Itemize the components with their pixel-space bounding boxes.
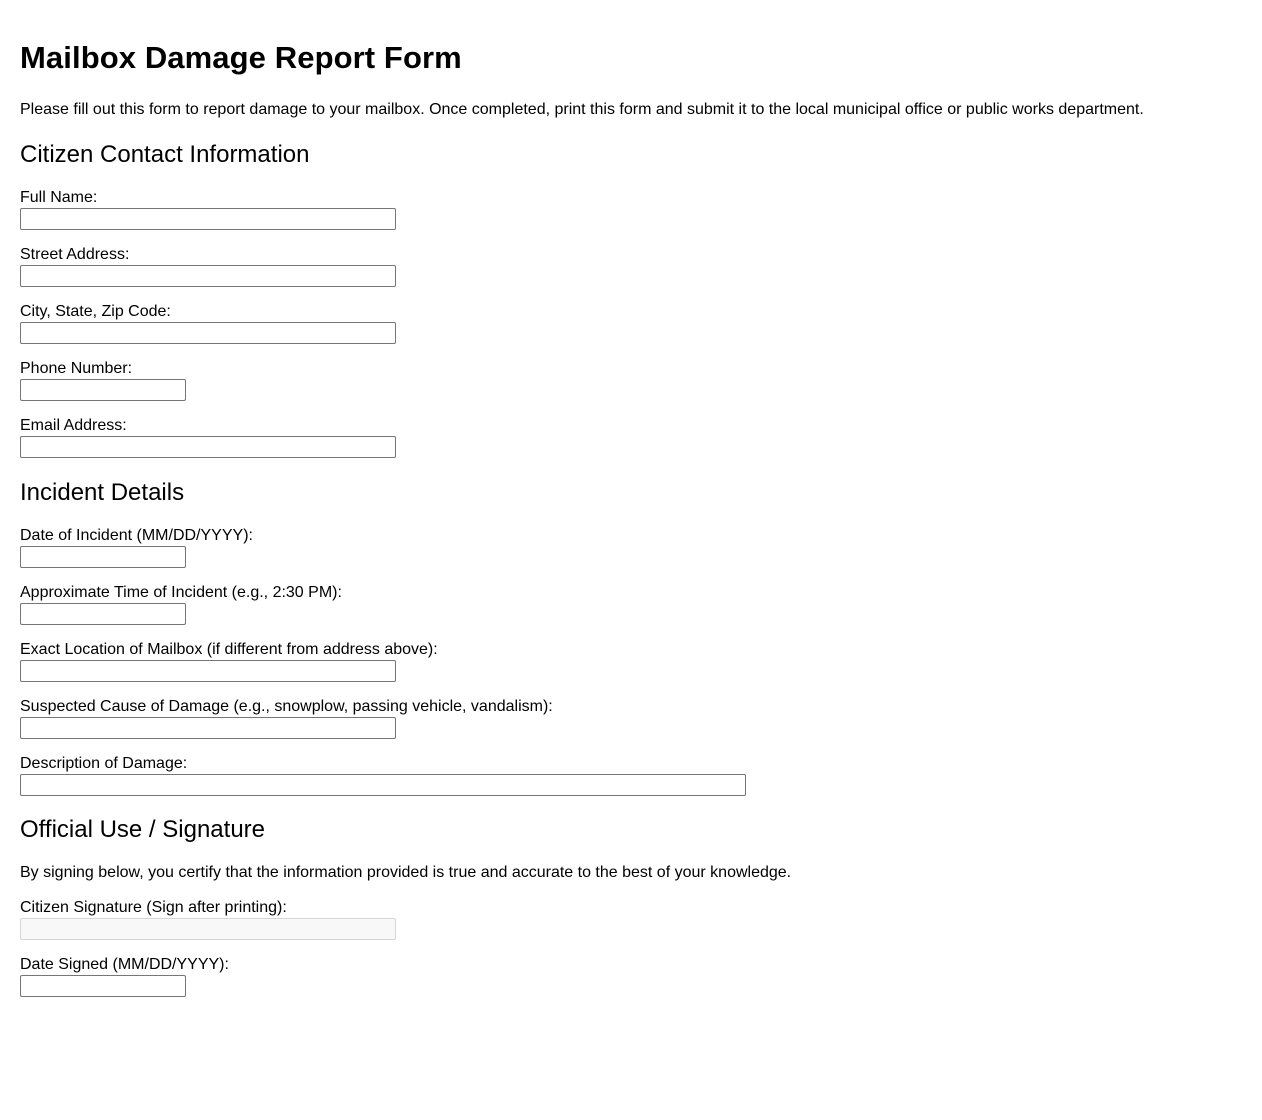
date-signed-input[interactable] — [20, 975, 186, 997]
damage-description-input[interactable] — [20, 774, 746, 796]
incident-time-field-group — [20, 584, 342, 625]
street-address-input[interactable] — [20, 265, 396, 287]
phone-number-label: Phone Number: — [20, 360, 133, 377]
certification-statement: By signing below, you certify that the information provided is true and accurate to the best of your knowledge. — [20, 864, 792, 881]
email-address-field-group — [20, 417, 396, 458]
section-heading-incident: Incident Details — [20, 479, 185, 506]
damage-cause-input[interactable] — [20, 717, 396, 739]
damage-description-label: Description of Damage: — [20, 755, 188, 772]
damage-description-field-group — [20, 755, 746, 796]
full-name-field-group — [20, 189, 396, 230]
street-address-label: Street Address: — [20, 246, 130, 263]
incident-time-input[interactable] — [20, 603, 186, 625]
email-address-input[interactable] — [20, 436, 396, 458]
street-address-field-group — [20, 246, 396, 287]
email-address-label: Email Address: — [20, 417, 127, 434]
signature-input — [20, 918, 396, 940]
signature-label: Citizen Signature (Sign after printing): — [20, 899, 287, 916]
city-state-zip-input[interactable] — [20, 322, 396, 344]
phone-number-field-group — [20, 360, 186, 401]
date-signed-label: Date Signed (MM/DD/YYYY): — [20, 956, 229, 973]
full-name-input[interactable] — [20, 208, 396, 230]
incident-date-field-group — [20, 527, 253, 568]
damage-cause-field-group — [20, 698, 553, 739]
form-instructions: Please fill out this form to report damage to your mailbox. Once completed, print this form and submit it to the local municipal office or public works department. — [20, 101, 1144, 118]
mailbox-location-field-group — [20, 641, 438, 682]
mailbox-location-label: Exact Location of Mailbox (if different from address above): — [20, 641, 438, 658]
section-heading-contact: Citizen Contact Information — [20, 141, 310, 168]
city-state-zip-label: City, State, Zip Code: — [20, 303, 171, 320]
incident-date-label: Date of Incident (MM/DD/YYYY): — [20, 527, 253, 544]
mailbox-location-input[interactable] — [20, 660, 396, 682]
city-state-zip-field-group — [20, 303, 396, 344]
signature-field-group — [20, 899, 396, 940]
phone-number-input[interactable] — [20, 379, 186, 401]
section-heading-official: Official Use / Signature — [20, 816, 266, 843]
damage-cause-label: Suspected Cause of Damage (e.g., snowplow, passing vehicle, vandalism): — [20, 698, 553, 715]
date-signed-field-group — [20, 956, 229, 997]
incident-date-input[interactable] — [20, 546, 186, 568]
incident-time-label: Approximate Time of Incident (e.g., 2:30 PM): — [20, 584, 342, 601]
page-title: Mailbox Damage Report Form — [20, 40, 462, 75]
full-name-label: Full Name: — [20, 189, 98, 206]
